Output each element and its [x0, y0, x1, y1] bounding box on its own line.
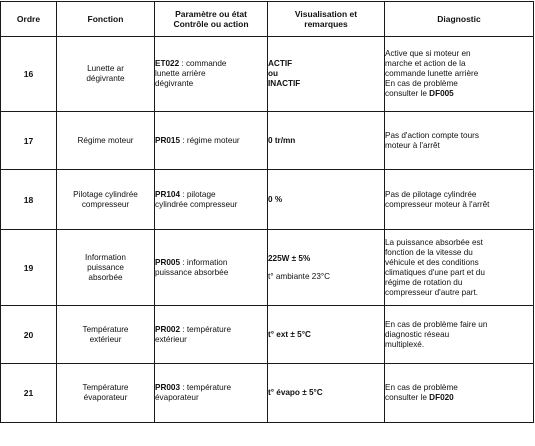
- cell-parametre: ET022 : commande lunette arrière dégivrante: [155, 37, 268, 112]
- header-ordre: Ordre: [1, 2, 57, 37]
- cell-parametre: PR005 : information puissance absorbée: [155, 230, 268, 306]
- table-row: [1, 364, 534, 423]
- cell-diagnostic: En cas de problème consulter le DF020: [385, 364, 534, 423]
- header-diagnostic: Diagnostic: [385, 2, 534, 37]
- table-row: [1, 306, 534, 364]
- cell-ordre: 20: [1, 306, 57, 364]
- table-row: [1, 230, 534, 306]
- cell-parametre: PR002 : température extérieur: [155, 306, 268, 364]
- cell-fonction: Régime moteur: [57, 112, 155, 170]
- cell-diagnostic: Pas d'action compte tours moteur à l'arrêt: [385, 112, 534, 170]
- cell-visualisation: t° évapo ± 5°C: [268, 364, 385, 423]
- cell-ordre: 19: [1, 230, 57, 306]
- cell-visualisation: 0 %: [268, 170, 385, 230]
- cell-ordre: 17: [1, 112, 57, 170]
- cell-visualisation: 225W ± 5% t° ambiante 23°C: [268, 230, 385, 306]
- cell-diagnostic: Pas de pilotage cylindrée compresseur moteur à l'arrêt: [385, 170, 534, 230]
- cell-fonction: Lunette ar dégivrante: [57, 37, 155, 112]
- cell-fonction: Température évaporateur: [57, 364, 155, 423]
- cell-fonction: Pilotage cylindrée compresseur: [57, 170, 155, 230]
- table-row: [1, 112, 534, 170]
- cell-visualisation: t° ext ± 5°C: [268, 306, 385, 364]
- cell-diagnostic: La puissance absorbée est fonction de la vitesse du véhicule et des conditions climatiques d'une part et du régime de rotation du compresseur d'autre part.: [385, 230, 534, 306]
- cell-fonction: Température extérieur: [57, 306, 155, 364]
- table-row: [1, 37, 534, 112]
- cell-parametre: PR003 : température évaporateur: [155, 364, 268, 423]
- cell-visualisation: ACTIF ou INACTIF: [268, 37, 385, 112]
- header-fonction: Fonction: [57, 2, 155, 37]
- cell-diagnostic: En cas de problème faire un diagnostic réseau multiplexé.: [385, 306, 534, 364]
- cell-diagnostic: Active que si moteur en marche et action de la commande lunette arrière En cas de problème consulter le DF005: [385, 37, 534, 112]
- cell-parametre: PR015 : régime moteur: [155, 112, 268, 170]
- header-row: [1, 2, 534, 37]
- cell-ordre: 18: [1, 170, 57, 230]
- cell-visualisation: 0 tr/mn: [268, 112, 385, 170]
- cell-fonction: Information puissance absorbée: [57, 230, 155, 306]
- header-parametre: Paramètre ou état Contrôle ou action: [155, 2, 268, 37]
- cell-parametre: PR104 : pilotage cylindrée compresseur: [155, 170, 268, 230]
- cell-ordre: 21: [1, 364, 57, 423]
- cell-ordre: 16: [1, 37, 57, 112]
- header-visualisation: Visualisation et remarques: [268, 2, 385, 37]
- table-row: [1, 170, 534, 230]
- diagnostic-table: [0, 1, 534, 423]
